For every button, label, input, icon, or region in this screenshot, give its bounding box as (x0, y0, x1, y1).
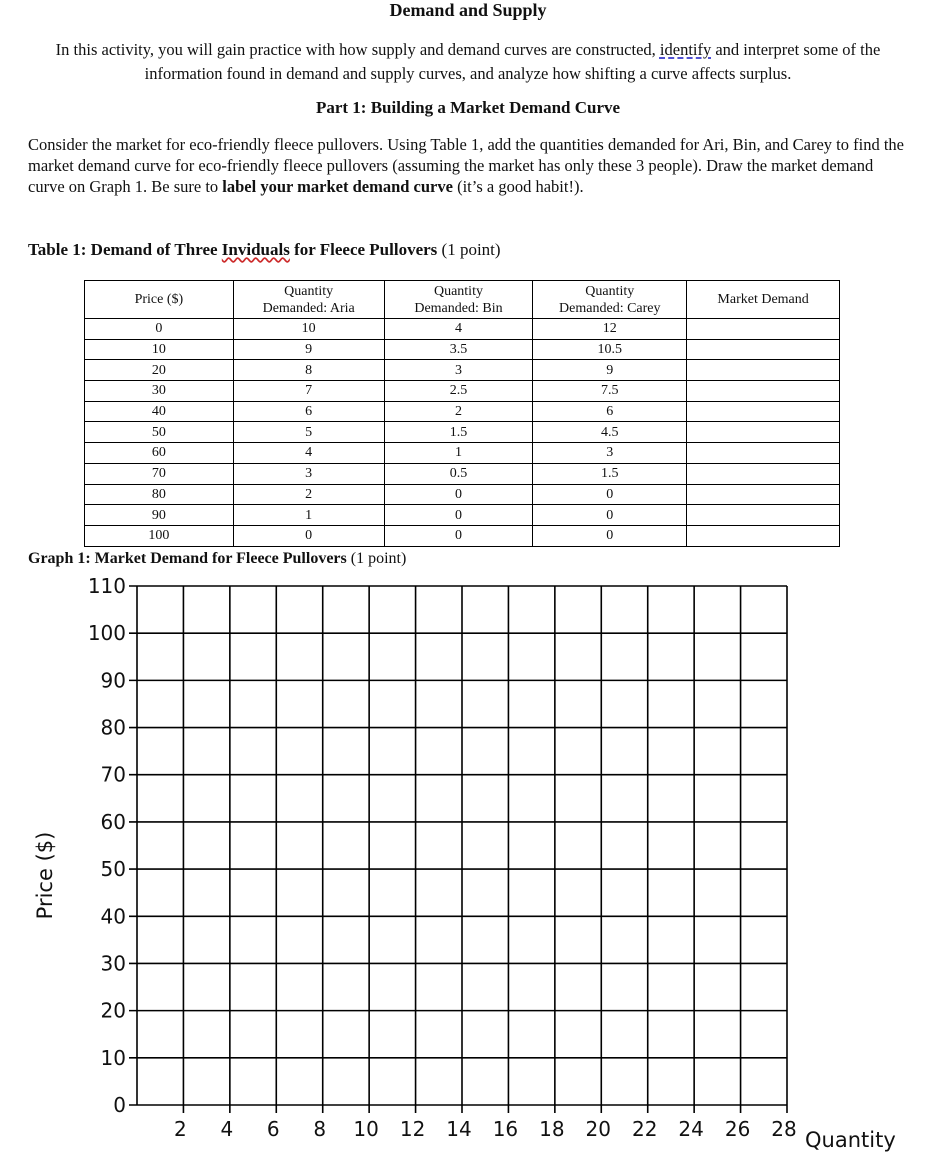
table-cell: 1.5 (384, 422, 533, 443)
flagged-word: identify (659, 40, 712, 59)
table-row (85, 381, 840, 402)
table-row (85, 525, 840, 546)
market-demand-cell[interactable] (687, 422, 840, 443)
table-cell: 50 (85, 422, 234, 443)
table-cell: 40 (85, 401, 234, 422)
y-tick-label: 20 (100, 998, 126, 1023)
table-cell: 20 (85, 360, 234, 381)
table-cell: 12 (533, 319, 687, 340)
x-tick-label: 18 (539, 1117, 565, 1141)
table-cell: 0 (384, 525, 533, 546)
y-tick-label: 100 (87, 621, 126, 646)
demand-table (84, 280, 840, 547)
market-demand-cell[interactable] (687, 525, 840, 546)
table-cell: 1 (384, 443, 533, 464)
table-cell: 2 (233, 484, 384, 505)
emphasis-label-curve: label your market demand curve (222, 177, 453, 196)
table-cell: 0 (533, 484, 687, 505)
market-demand-cell[interactable] (687, 360, 840, 381)
table-cell: 4 (233, 443, 384, 464)
table-row (85, 319, 840, 340)
table-cell: 9 (233, 339, 384, 360)
table-cell: 8 (233, 360, 384, 381)
x-tick-label: 22 (631, 1117, 658, 1141)
intro-paragraph: In this activity, you will gain practice with how supply and demand curves are constructed, identify and interpret some of the information found in demand and supply curves, and analyze how shifting a curve affects surplus. (55, 40, 881, 83)
x-tick-label: 20 (585, 1117, 612, 1141)
y-tick-label: 90 (100, 668, 126, 693)
y-tick-label: 0 (113, 1093, 126, 1117)
table-header-cell: Quantity Demanded: Aria (233, 281, 384, 319)
y-tick-label: 110 (87, 574, 126, 598)
table-header-cell: Quantity Demanded: Bin (384, 281, 533, 319)
y-tick-label: 40 (100, 904, 126, 929)
y-tick-label: 50 (100, 857, 126, 882)
x-tick-label: 6 (266, 1117, 280, 1141)
table-caption: Table 1: Demand of Three Inviduals for Fleece Pullovers (1 point) (28, 240, 501, 259)
table-cell: 7.5 (533, 381, 687, 402)
table-cell: 2.5 (384, 381, 533, 402)
market-demand-cell[interactable] (687, 484, 840, 505)
table-cell: 1.5 (533, 463, 687, 484)
table-cell: 30 (85, 381, 234, 402)
x-axis-title: Quantity (805, 1128, 896, 1152)
table-cell: 0.5 (384, 463, 533, 484)
market-demand-cell[interactable] (687, 381, 840, 402)
table-cell: 1 (233, 505, 384, 526)
table-header-cell: Market Demand (687, 281, 840, 319)
table-cell: 0 (533, 505, 687, 526)
table-cell: 70 (85, 463, 234, 484)
table-cell: 3 (533, 443, 687, 464)
table-cell: 3 (384, 360, 533, 381)
table-cell: 0 (384, 505, 533, 526)
x-tick-label: 26 (724, 1117, 751, 1141)
y-tick-label: 30 (100, 951, 126, 976)
market-demand-graph[interactable] (0, 570, 936, 1172)
table-row (85, 463, 840, 484)
market-demand-cell[interactable] (687, 319, 840, 340)
table-cell: 4 (384, 319, 533, 340)
x-tick-label: 24 (678, 1117, 704, 1141)
y-tick-label: 60 (100, 809, 126, 834)
table-cell: 10 (233, 319, 384, 340)
graph-caption: Graph 1: Market Demand for Fleece Pullovers (1 point) (28, 550, 407, 567)
y-axis-title: Price ($) (33, 831, 57, 920)
table-cell: 3 (233, 463, 384, 484)
x-tick-label: 10 (353, 1117, 379, 1141)
table-row (85, 505, 840, 526)
table-header-cell: Quantity Demanded: Carey (533, 281, 687, 319)
table-cell: 4.5 (533, 422, 687, 443)
flagged-word: Inviduals (221, 240, 290, 259)
table-cell: 7 (233, 381, 384, 402)
x-tick-label: 28 (771, 1117, 797, 1141)
instructions-paragraph: Consider the market for eco-friendly fleece pullovers. Using Table 1, add the quantities demanded for Ari, Bin, and Carey to find the market demand curve for eco-friendly fleece pullovers (assuming the market has only these 3 people). Draw the market demand curve on Graph 1. Be sure to label your market demand curve (it’s a good habit!). (28, 135, 904, 196)
market-demand-cell[interactable] (687, 401, 840, 422)
x-tick-label: 4 (220, 1117, 234, 1141)
table-cell: 5 (233, 422, 384, 443)
y-tick-label: 80 (100, 715, 126, 740)
table-cell: 80 (85, 484, 234, 505)
table-row (85, 401, 840, 422)
y-tick-label: 10 (100, 1045, 126, 1070)
x-tick-label: 8 (313, 1117, 327, 1141)
table-cell: 60 (85, 443, 234, 464)
table-cell: 90 (85, 505, 234, 526)
market-demand-cell[interactable] (687, 463, 840, 484)
table-cell: 0 (85, 319, 234, 340)
table-cell: 0 (233, 525, 384, 546)
table-cell: 3.5 (384, 339, 533, 360)
x-tick-label: 14 (446, 1117, 472, 1141)
table-cell: 6 (533, 401, 687, 422)
table-row (85, 339, 840, 360)
market-demand-cell[interactable] (687, 443, 840, 464)
market-demand-cell[interactable] (687, 505, 840, 526)
page-title: Demand and Supply (389, 0, 547, 20)
table-row (85, 422, 840, 443)
x-tick-label: 16 (492, 1117, 519, 1141)
table-header-row (85, 281, 840, 319)
table-row (85, 443, 840, 464)
x-tick-label: 2 (174, 1117, 187, 1141)
y-tick-label: 70 (100, 762, 126, 787)
table-row (85, 360, 840, 381)
table-cell: 0 (384, 484, 533, 505)
table-cell: 100 (85, 525, 234, 546)
table-cell: 10.5 (533, 339, 687, 360)
table-cell: 6 (233, 401, 384, 422)
table-cell: 9 (533, 360, 687, 381)
x-tick-label: 12 (399, 1117, 426, 1141)
table-cell: 0 (533, 525, 687, 546)
table-cell: 10 (85, 339, 234, 360)
table-cell: 2 (384, 401, 533, 422)
table-row (85, 484, 840, 505)
part-title: Part 1: Building a Market Demand Curve (315, 98, 621, 117)
table-header-cell: Price ($) (85, 281, 234, 319)
market-demand-cell[interactable] (687, 339, 840, 360)
